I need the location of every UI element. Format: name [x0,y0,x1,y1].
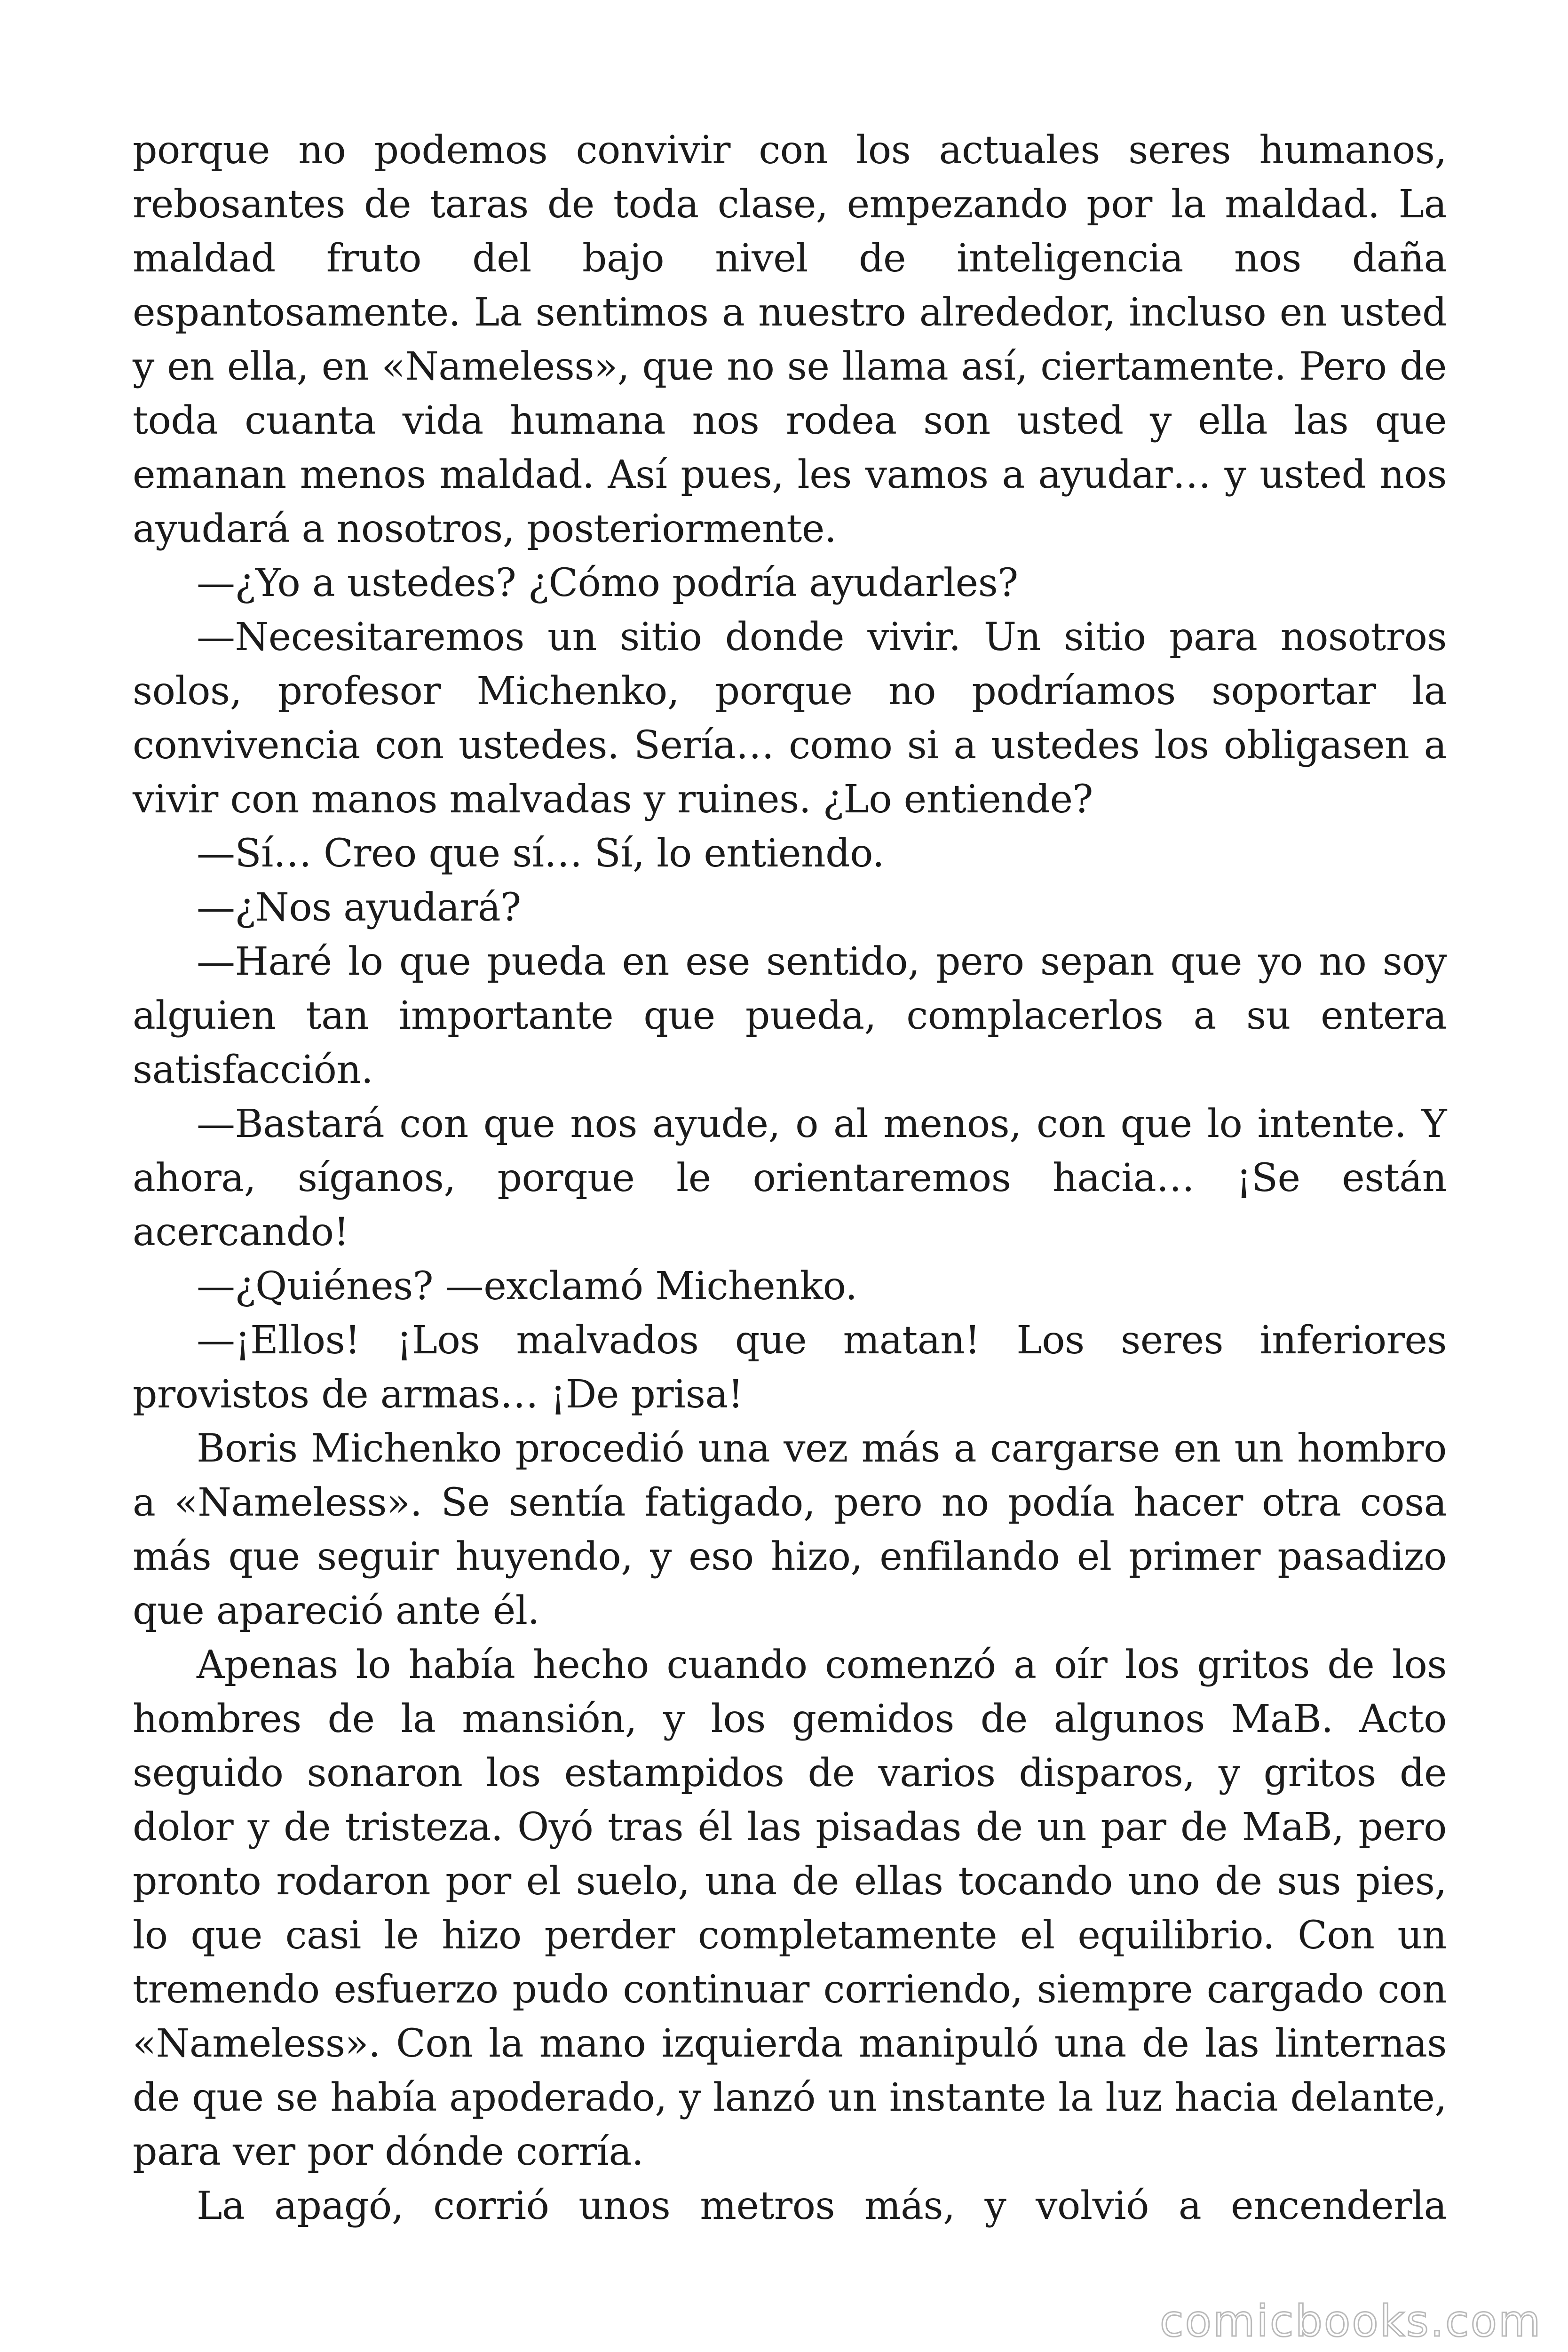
dialogue-paragraph: —Haré lo que pueda en ese sentido, pero sepan que yo no soy alguien tan importante que pueda, complacerlos a su entera satisfacción. [133,939,1447,1092]
dialogue-paragraph: —Bastará con que nos ayude, o al menos, con que lo intente. Y ahora, síganos, porque le orientaremos hacia… ¡Se están acercando! [133,1102,1447,1255]
dialogue-paragraph: —¿Yo a ustedes? ¿Cómo podría ayudarles? [197,561,1018,605]
paragraph: Apenas lo había hecho cuando comenzó a oír los gritos de los hombres de la mansión, y los gemidos de algunos MaB. Acto seguido sonaron los estampidos de varios disparos, y gritos de dolor y de tristeza. Oyó tras él las pisadas de un par de MaB, pero pronto rodaron por el suelo, una de ellas tocando uno de sus pies, lo que casi le hizo perder completamente el equilibrio. Con un tremendo esfuerzo pudo continuar corriendo, siempre cargado con «Nameless». Con la mano izquierda manipuló una de las linternas de que se había apoderado, y lanzó un instante la luz hacia delante, para ver por dónde corría. [133,1643,1447,2174]
body-text [133,123,1447,2233]
dialogue-paragraph: —¿Nos ayudará? [197,885,521,930]
dialogue-paragraph: —Necesitaremos un sitio donde vivir. Un sitio para nosotros solos, profesor Michenko, porque no podríamos soportar la convivencia con ustedes. Sería… como si a ustedes los obligasen a vivir con manos malvadas y ruines. ¿Lo entiende? [133,615,1447,822]
dialogue-paragraph: —¿Quiénes? —exclamó Michenko. [197,1264,857,1309]
paragraph: porque no podemos convivir con los actuales seres humanos, rebosantes de taras de toda clase, empezando por la maldad. La maldad fruto del bajo nivel de inteligencia nos daña espantosamente. La sentimos a nuestro alrededor, incluso en usted y en ella, en «Nameless», que no se llama así, ciertamente. Pero de toda cuanta vida humana nos rodea son usted y ella las que emanan menos maldad. Así pues, les vamos a ayudar… y usted nos ayudará a nosotros, posteriormente. [133,128,1447,551]
watermark: comicbooks.com [1160,2296,1542,2346]
paragraph: Boris Michenko procedió una vez más a cargarse en un hombro a «Nameless». Se sentía fatigado, pero no podía hacer otra cosa más que seguir huyendo, y eso hizo, enfilando el primer pasadizo que apareció ante él. [133,1426,1447,1633]
dialogue-paragraph: —¡Ellos! ¡Los malvados que matan! Los seres inferiores provistos de armas… ¡De prisa! [133,1318,1447,1417]
dialogue-paragraph: —Sí… Creo que sí… Sí, lo entiendo. [197,831,885,876]
paragraph: La apagó, corrió unos metros más, y volvió a encenderla [197,2184,1447,2228]
